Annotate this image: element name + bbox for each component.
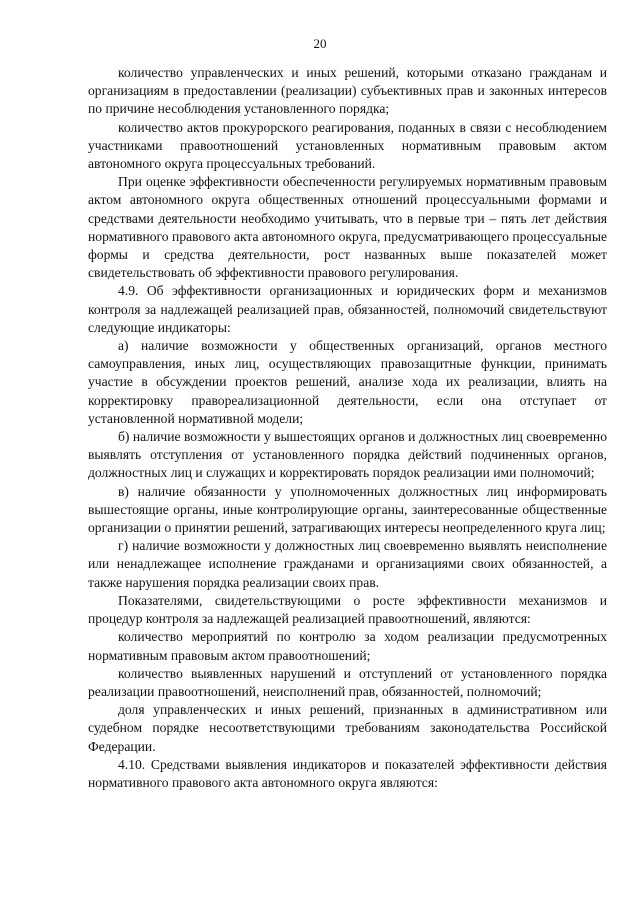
paragraph: г) наличие возможности у должностных лиц своевременно выявлять неисполнение или ненадлежащее исполнение гражданами и организациями своих обязанностей, а также нарушения порядка реализации своих прав. <box>88 538 607 590</box>
paragraph: Показателями, свидетельствующими о росте эффективности механизмов и процедур контроля за надлежащей реализацией правоотношений, являются: <box>88 592 607 627</box>
paragraph: 4.10. Средствами выявления индикаторов и показателей эффективности действия нормативного правового акта автономного округа являются: <box>88 756 607 790</box>
paragraph: а) наличие возможности у общественных организаций, органов местного самоуправления, иных лиц, осуществляющих правозащитные функции, принимать участие в обсуждении проектов решений, анализе хода их реализации, влиять на корректировку правореализационной деятельности, если она отступает от установленной нормативной модели; <box>88 338 607 426</box>
paragraph: количество актов прокурорского реагирования, поданных в связи с несоблюдением участниками правоотношений установленных нормативным правовым актом автономного округа процессуальных требований. <box>88 119 607 172</box>
paragraph: б) наличие возможности у вышестоящих органов и должностных лиц своевременно выявлять отступления от установленного порядка действий подчиненных органов, должностных лиц и служащих и корректировать порядок реализации ими полномочий; <box>88 429 607 481</box>
paragraph: доля управленческих и иных решений, признанных в административном или судебном порядке несоответствующими требованиям законодательства Российской Федерации. <box>88 702 607 754</box>
body-text <box>88 64 607 792</box>
paragraph: количество управленческих и иных решений, которыми отказано гражданам и организациям в предоставлении (реализации) субъективных прав и законных интересов по причине несоблюдения установленного порядка; <box>88 65 607 117</box>
paragraph: количество выявленных нарушений и отступлений от установленного порядка реализации правоотношений, неисполнений прав, обязанностей, полномочий; <box>88 665 607 699</box>
paragraph: 4.9. Об эффективности организационных и юридических форм и механизмов контроля за надлежащей реализацией прав, обязанностей, полномочий свидетельствуют следующие индикаторы: <box>88 283 607 335</box>
page-number: 20 <box>313 36 327 51</box>
paragraph: в) наличие обязанности у уполномоченных должностных лиц информировать вышестоящие органы, иные контролирующие органы, заинтересованные общественные организации о принятии решений, затрагивающих интересы неопределенного круга лиц; <box>88 483 607 536</box>
paragraph: При оценке эффективности обеспеченности регулируемых нормативным правовым актом автономного округа общественных отношений процессуальными формами и средствами деятельности необходимо учитывать, что в первые три – пять лет действия нормативного правового акта автономного округа, предусматривающего процессуальные формы и средства деятельности, рост названных выше показателей может свидетельствовать об эффективности правового регулирования. <box>88 174 607 281</box>
paragraph: количество мероприятий по контролю за ходом реализации предусмотренных нормативным правовым актом правоотношений; <box>88 629 607 663</box>
